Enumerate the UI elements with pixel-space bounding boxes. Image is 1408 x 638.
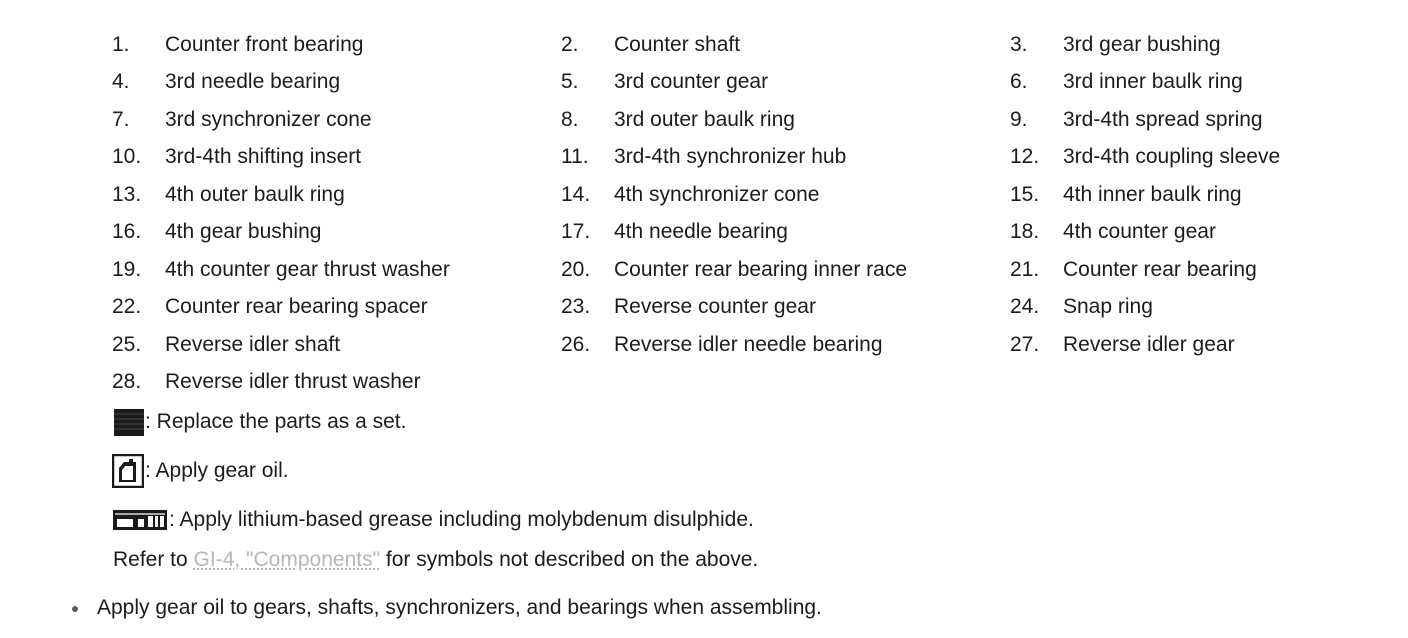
legend-refer: [113, 548, 758, 572]
legend-replace-set-text: : Replace the parts as a set.: [145, 410, 407, 433]
part-number: 25.: [112, 332, 142, 356]
part-name: 3rd counter gear: [614, 70, 769, 94]
part-number: 9.: [1010, 107, 1028, 131]
part-number: 17.: [561, 220, 591, 244]
part-number: 1.: [112, 32, 130, 56]
part-number: 27.: [1010, 332, 1040, 356]
components-link[interactable]: GI-4, "Components": [193, 548, 381, 571]
part-name: Counter rear bearing inner race: [614, 257, 907, 281]
part-item: [561, 139, 1010, 177]
part-item: [1010, 251, 1408, 289]
part-item: [112, 251, 561, 289]
oil-can-icon: [112, 454, 144, 488]
part-name: 3rd-4th shifting insert: [165, 145, 362, 169]
part-number: 10.: [112, 145, 142, 169]
part-item: [561, 26, 1010, 64]
part-item: [112, 214, 561, 252]
part-number: 24.: [1010, 295, 1040, 319]
part-number: 28.: [112, 370, 142, 394]
part-item: [561, 101, 1010, 139]
assembly-note: [72, 596, 822, 620]
part-name: 4th inner baulk ring: [1063, 182, 1242, 206]
part-name: 4th outer baulk ring: [165, 182, 345, 206]
part-item: [561, 326, 1010, 364]
part-item: [561, 176, 1010, 214]
bullet-icon: [72, 606, 78, 612]
part-number: 14.: [561, 182, 591, 206]
part-item: [112, 289, 561, 327]
part-name: 3rd-4th spread spring: [1063, 107, 1263, 131]
part-item: [112, 326, 561, 364]
refer-suffix: for symbols not described on the above.: [380, 548, 759, 571]
part-number: 19.: [112, 257, 142, 281]
part-name: 3rd outer baulk ring: [614, 107, 795, 131]
part-name: 4th needle bearing: [614, 220, 788, 244]
grease-tube-icon: [112, 509, 168, 531]
legend-gear-oil-text: : Apply gear oil.: [145, 459, 289, 482]
part-name: 4th counter gear thrust washer: [165, 257, 450, 281]
part-name: 3rd needle bearing: [165, 70, 341, 94]
part-item: [112, 101, 561, 139]
part-name: Counter shaft: [614, 32, 741, 56]
legend-gear-oil: [112, 454, 289, 488]
part-name: 4th counter gear: [1063, 220, 1216, 244]
assembly-note-text: Apply gear oil to gears, shafts, synchronizers, and bearings when assembling.: [97, 596, 822, 619]
part-name: Reverse idler shaft: [165, 332, 341, 356]
part-name: Snap ring: [1063, 295, 1153, 319]
part-item: [1010, 64, 1408, 102]
part-item: [1010, 214, 1408, 252]
part-item: [561, 64, 1010, 102]
part-number: 22.: [112, 295, 142, 319]
part-item: [561, 289, 1010, 327]
part-name: Reverse idler gear: [1063, 332, 1235, 356]
part-number: 21.: [1010, 257, 1040, 281]
part-item: [1010, 289, 1408, 327]
legend-grease: [112, 508, 754, 532]
part-item: [1010, 26, 1408, 64]
part-name: Counter front bearing: [165, 32, 364, 56]
part-name: Reverse counter gear: [614, 295, 816, 319]
part-number: 23.: [561, 295, 591, 319]
part-name: 3rd inner baulk ring: [1063, 70, 1243, 94]
part-number: 6.: [1010, 70, 1028, 94]
set-replacement-icon: [112, 408, 144, 436]
part-number: 2.: [561, 32, 579, 56]
part-item: [112, 176, 561, 214]
part-item: [561, 251, 1010, 289]
part-number: 18.: [1010, 220, 1040, 244]
part-number: 11.: [561, 145, 589, 169]
part-number: 4.: [112, 70, 130, 94]
part-name: 3rd-4th coupling sleeve: [1063, 145, 1281, 169]
part-item: [112, 26, 561, 64]
part-number: 15.: [1010, 182, 1040, 206]
part-name: 4th gear bushing: [165, 220, 322, 244]
part-number: 13.: [112, 182, 142, 206]
part-number: 26.: [561, 332, 591, 356]
part-number: 12.: [1010, 145, 1040, 169]
part-number: 3.: [1010, 32, 1028, 56]
part-item: [1010, 176, 1408, 214]
part-item: [1010, 326, 1408, 364]
part-name: Counter rear bearing: [1063, 257, 1257, 281]
part-name: 3rd synchronizer cone: [165, 107, 372, 131]
part-name: Reverse idler thrust washer: [165, 370, 421, 394]
part-item: [1010, 101, 1408, 139]
part-number: 7.: [112, 107, 130, 131]
part-item: [112, 364, 561, 402]
part-item: [561, 214, 1010, 252]
part-name: Reverse idler needle bearing: [614, 332, 883, 356]
part-number: 5.: [561, 70, 579, 94]
part-number: 16.: [112, 220, 142, 244]
part-name: 3rd-4th synchronizer hub: [614, 145, 847, 169]
parts-list: [112, 26, 1408, 401]
part-item: [112, 139, 561, 177]
part-name: Counter rear bearing spacer: [165, 295, 428, 319]
part-number: 8.: [561, 107, 579, 131]
part-item: [1010, 139, 1408, 177]
part-name: 3rd gear bushing: [1063, 32, 1221, 56]
legend-grease-text: : Apply lithium-based grease including molybdenum disulphide.: [169, 508, 754, 531]
part-name: 4th synchronizer cone: [614, 182, 820, 206]
refer-prefix: Refer to: [113, 548, 194, 571]
part-number: 20.: [561, 257, 591, 281]
part-item: [112, 64, 561, 102]
legend-replace-set: [112, 408, 406, 436]
